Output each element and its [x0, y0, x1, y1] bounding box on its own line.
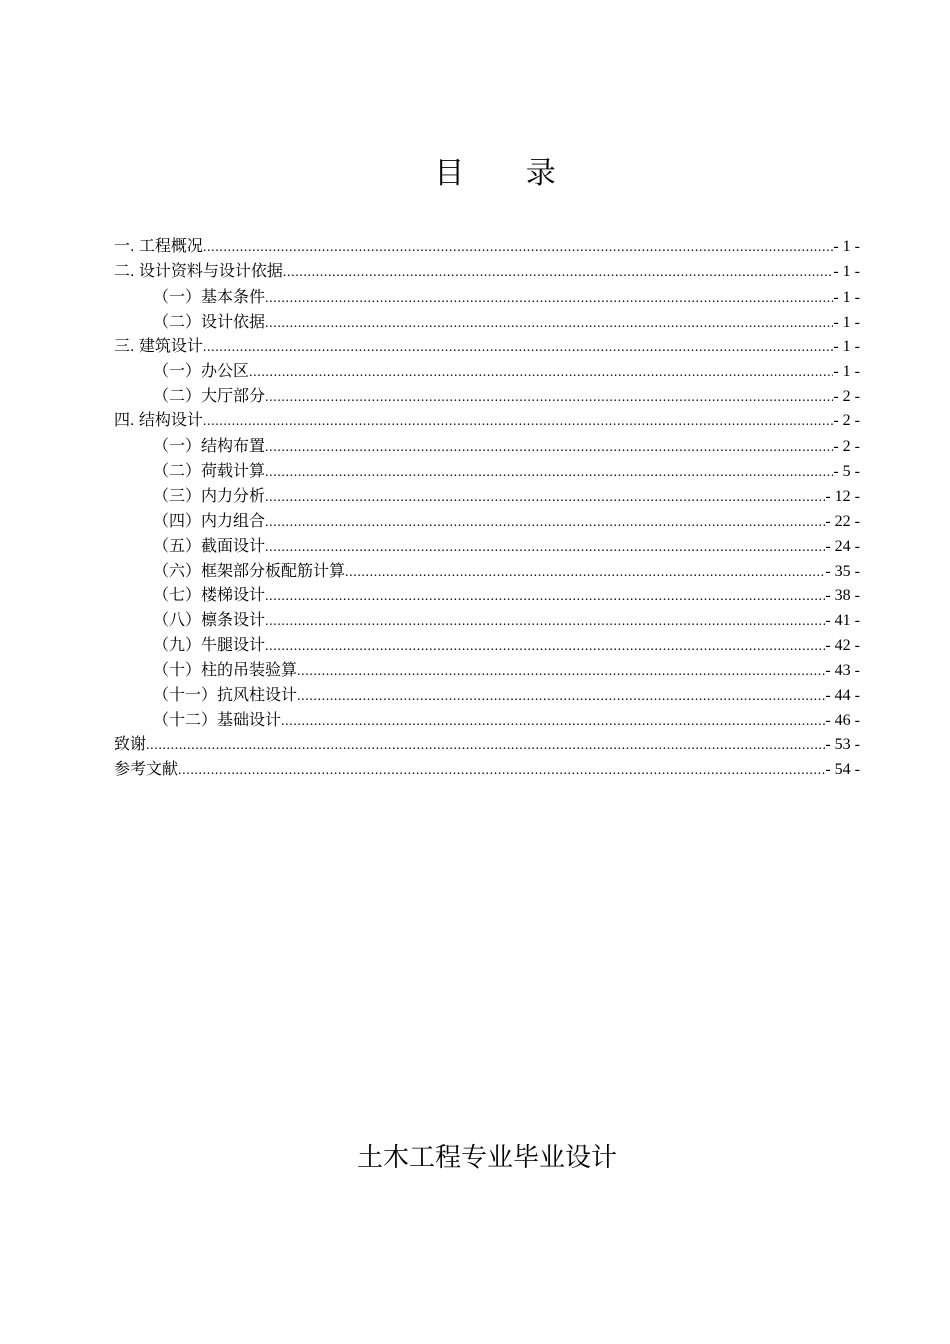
toc-dot-leader	[146, 734, 825, 759]
toc-entry[interactable]	[114, 235, 860, 260]
toc-dot-leader	[265, 461, 833, 486]
toc-dot-leader	[283, 261, 833, 286]
toc-dot-leader	[265, 610, 825, 635]
toc-entry-label: （十）柱的吊装验算	[153, 660, 298, 680]
toc-entry-label: （八）檩条设计	[153, 610, 266, 630]
toc-entry[interactable]	[114, 484, 860, 509]
toc-dot-leader	[203, 236, 833, 261]
toc-entry[interactable]	[114, 260, 860, 285]
toc-entry[interactable]	[114, 708, 860, 733]
toc-entry-page-number: - 1 -	[833, 313, 860, 331]
toc-entry-label: 一. 工程概况	[114, 238, 203, 255]
toc-dot-leader	[265, 511, 825, 536]
toc-entry[interactable]	[114, 384, 860, 409]
toc-dot-leader	[265, 635, 825, 660]
toc-dot-leader	[249, 361, 833, 386]
toc-entry[interactable]	[114, 633, 860, 658]
toc-entry-label: （六）框架部分板配筋计算	[153, 560, 346, 580]
toc-entry[interactable]	[114, 733, 860, 758]
toc-dot-leader	[265, 585, 825, 610]
toc-entry-page-number: - 1 -	[833, 238, 860, 255]
toc-entry-page-number: - 1 -	[833, 363, 860, 381]
toc-entry[interactable]	[114, 758, 860, 783]
toc-dot-leader	[203, 336, 833, 361]
toc-entry-page-number: - 42 -	[825, 637, 860, 655]
toc-entry-label: （四）内力组合	[153, 510, 266, 530]
toc-entry-label: （十二）基础设计	[153, 709, 282, 729]
toc-entry-label: 四. 结构设计	[114, 412, 203, 430]
toc-dot-leader	[297, 660, 825, 685]
toc-entry-label: 三. 建筑设计	[114, 337, 203, 355]
toc-entry-label: 致谢	[114, 735, 147, 753]
toc-dot-leader	[297, 685, 825, 710]
toc-entry[interactable]	[114, 583, 860, 608]
toc-dot-leader	[178, 759, 825, 784]
toc-entry-page-number: - 44 -	[825, 687, 860, 705]
toc-entry[interactable]	[114, 285, 860, 310]
toc-entry-label: （一）结构布置	[153, 436, 266, 456]
toc-entry-label: （七）楼梯设计	[153, 585, 266, 605]
toc-entry-page-number: - 2 -	[833, 388, 860, 406]
toc-entry[interactable]	[114, 658, 860, 683]
toc-entry[interactable]	[114, 359, 860, 384]
toc-entry-page-number: - 35 -	[825, 562, 860, 580]
toc-entry-label: （一）办公区	[153, 361, 250, 381]
toc-entry-label: （二）设计依据	[153, 311, 266, 331]
toc-entry-page-number: - 38 -	[825, 587, 860, 605]
toc-entry-label: 参考文献	[114, 760, 179, 778]
toc-entry-page-number: - 54 -	[825, 760, 860, 778]
toc-entry[interactable]	[114, 683, 860, 708]
toc-entry-page-number: - 5 -	[833, 463, 860, 481]
toc-dot-leader	[265, 436, 833, 461]
toc-entry-page-number: - 53 -	[825, 735, 860, 753]
toc-entry-page-number: - 1 -	[833, 262, 860, 280]
toc-entry[interactable]	[114, 409, 860, 434]
toc-entry-page-number: - 2 -	[833, 412, 860, 430]
toc-dot-leader	[265, 486, 825, 511]
toc-entry-label: （三）内力分析	[153, 485, 266, 505]
toc-dot-leader	[281, 710, 825, 735]
toc-entry-page-number: - 46 -	[825, 711, 860, 729]
toc-entry-page-number: - 43 -	[825, 662, 860, 680]
toc-dot-leader	[265, 287, 833, 312]
toc-entry[interactable]	[114, 608, 860, 633]
toc-entry-page-number: - 22 -	[825, 512, 860, 530]
toc-entry-label: （二）大厅部分	[153, 386, 266, 406]
toc-dot-leader	[265, 386, 833, 411]
toc-entry-page-number: - 1 -	[833, 337, 860, 355]
toc-entry-page-number: - 12 -	[825, 487, 860, 505]
toc-entry-label: 二. 设计资料与设计依据	[114, 262, 283, 280]
toc-entry-label: （十一）抗风柱设计	[153, 685, 298, 705]
toc-dot-leader	[345, 561, 825, 586]
toc-entry[interactable]	[114, 434, 860, 459]
toc-entry[interactable]	[114, 559, 860, 584]
toc-dot-leader	[265, 312, 833, 337]
toc-entry-page-number: - 1 -	[833, 288, 860, 306]
toc-entry[interactable]	[114, 459, 860, 484]
toc-entry-label: （一）基本条件	[153, 286, 266, 306]
toc-entry[interactable]	[114, 335, 860, 360]
toc-entry-label: （九）牛腿设计	[153, 635, 266, 655]
toc-entry-page-number: - 2 -	[833, 438, 860, 456]
toc-entry[interactable]	[114, 534, 860, 559]
toc-entry-page-number: - 24 -	[825, 537, 860, 555]
toc-entry-page-number: - 41 -	[825, 612, 860, 630]
footer-title: 土木工程专业毕业设计	[356, 1143, 617, 1173]
toc-entry-label: （五）截面设计	[153, 535, 266, 555]
toc-dot-leader	[265, 536, 825, 561]
table-of-contents	[114, 235, 860, 783]
toc-dot-leader	[203, 410, 833, 435]
toc-entry[interactable]	[114, 310, 860, 335]
toc-title: 目 录	[434, 156, 582, 191]
toc-entry-label: （二）荷载计算	[153, 461, 266, 481]
toc-entry[interactable]	[114, 509, 860, 534]
